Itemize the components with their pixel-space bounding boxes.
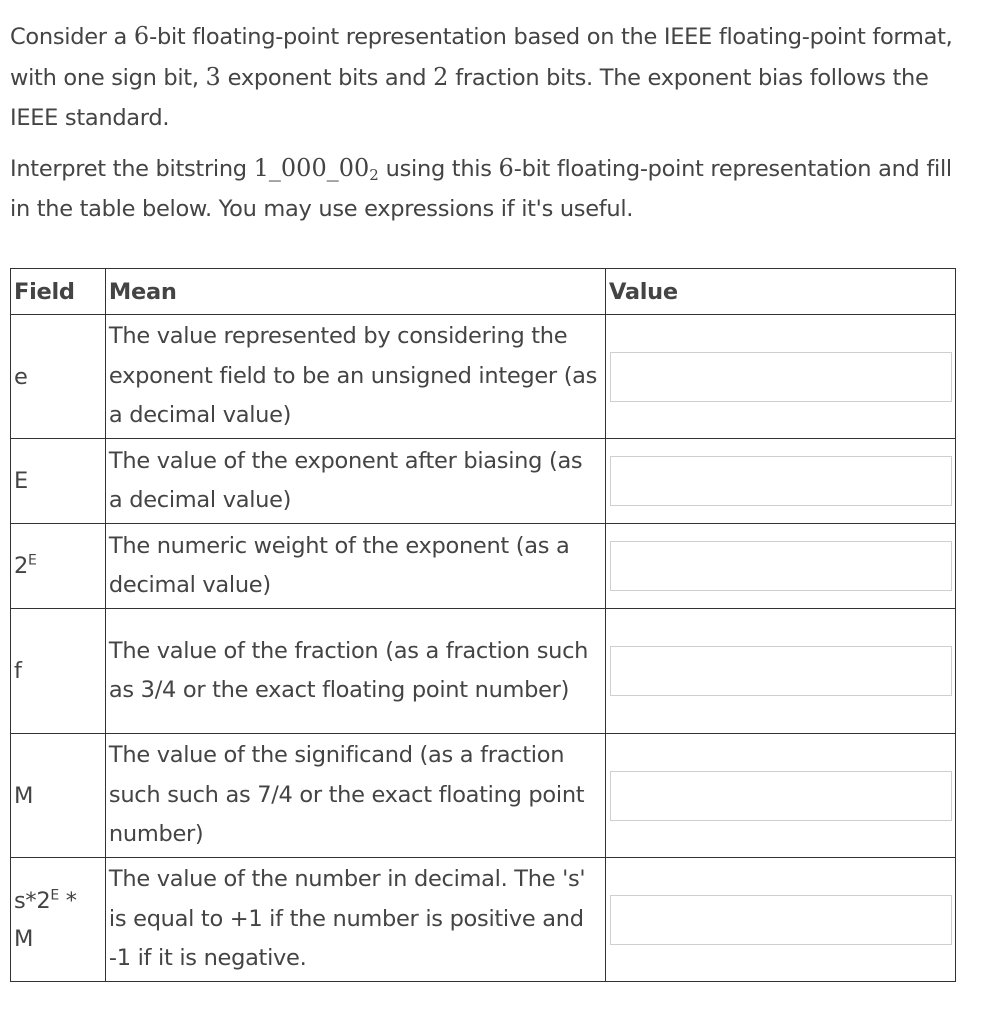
intro-text: Consider a bbox=[10, 24, 134, 50]
field-cell: E bbox=[11, 439, 106, 524]
mean-cell: The value of the number in decimal. The 's' is equal to +1 if the number is positive and -1 if it is negative. bbox=[105, 858, 605, 982]
intro-math: 3 bbox=[205, 63, 221, 91]
instruction-paragraph bbox=[10, 148, 970, 229]
field-base: 2 bbox=[14, 553, 29, 579]
table-row bbox=[11, 858, 956, 982]
bitstring-value: 1_000_00 bbox=[253, 154, 370, 182]
value-cell bbox=[605, 858, 955, 982]
bitstring-base: 2 bbox=[369, 166, 379, 184]
answer-input-E[interactable] bbox=[610, 456, 952, 506]
instruction-text: -bit floating-point representation and fill in the table below. You may use expressions if it's useful. bbox=[10, 156, 952, 222]
intro-text: -bit floating-point representation based on the IEEE floating-point format, with one sign bit, bbox=[10, 24, 953, 91]
field-prefix: s*2 bbox=[14, 887, 51, 914]
answer-input-e[interactable] bbox=[610, 352, 952, 402]
instruction-math: 6 bbox=[498, 154, 514, 182]
answer-input-value[interactable] bbox=[610, 895, 952, 945]
mean-cell: The value of the fraction (as a fraction such as 3/4 or the exact floating point number) bbox=[105, 609, 605, 734]
intro-math: 6 bbox=[133, 22, 150, 50]
mean-cell: The numeric weight of the exponent (as a decimal value) bbox=[105, 524, 605, 609]
table-row bbox=[11, 609, 956, 734]
value-cell bbox=[605, 734, 955, 858]
field-cell bbox=[11, 858, 106, 982]
table-header-row bbox=[11, 269, 956, 315]
table-row bbox=[11, 524, 956, 609]
intro-text: fraction bits. The exponent bias follows the IEEE standard. bbox=[10, 65, 929, 131]
answer-table bbox=[10, 268, 956, 982]
value-cell bbox=[605, 439, 955, 524]
bitstring bbox=[254, 154, 379, 182]
value-cell bbox=[605, 609, 955, 734]
header-value: Value bbox=[605, 269, 955, 315]
field-superscript: E bbox=[28, 552, 37, 569]
table-row bbox=[11, 315, 956, 439]
intro-math: 2 bbox=[433, 63, 449, 91]
header-mean: Mean bbox=[105, 269, 605, 315]
mean-cell: The value of the exponent after biasing (as a decimal value) bbox=[105, 439, 605, 524]
value-cell bbox=[605, 524, 955, 609]
intro-text: exponent bits and bbox=[220, 65, 434, 91]
field-suffix: * M bbox=[14, 887, 77, 952]
field-cell bbox=[11, 524, 106, 609]
instruction-text: Interpret the bitstring bbox=[10, 156, 254, 182]
instruction-text: using this bbox=[378, 156, 499, 182]
field-cell: e bbox=[11, 315, 106, 439]
answer-input-f[interactable] bbox=[610, 646, 952, 696]
field-superscript: E bbox=[50, 887, 59, 903]
mean-cell: The value represented by considering the exponent field to be an unsigned integer (as a decimal value) bbox=[105, 315, 605, 439]
value-cell bbox=[605, 315, 955, 439]
answer-input-2E[interactable] bbox=[610, 541, 952, 591]
header-field: Field bbox=[11, 269, 106, 315]
mean-cell: The value of the significand (as a fraction such such as 7/4 or the exact floating point number) bbox=[105, 734, 605, 858]
field-cell: f bbox=[11, 609, 106, 734]
answer-input-M[interactable] bbox=[610, 771, 952, 821]
field-cell: M bbox=[11, 734, 106, 858]
intro-paragraph bbox=[10, 16, 970, 138]
table-row bbox=[11, 734, 956, 858]
table-row bbox=[11, 439, 956, 524]
